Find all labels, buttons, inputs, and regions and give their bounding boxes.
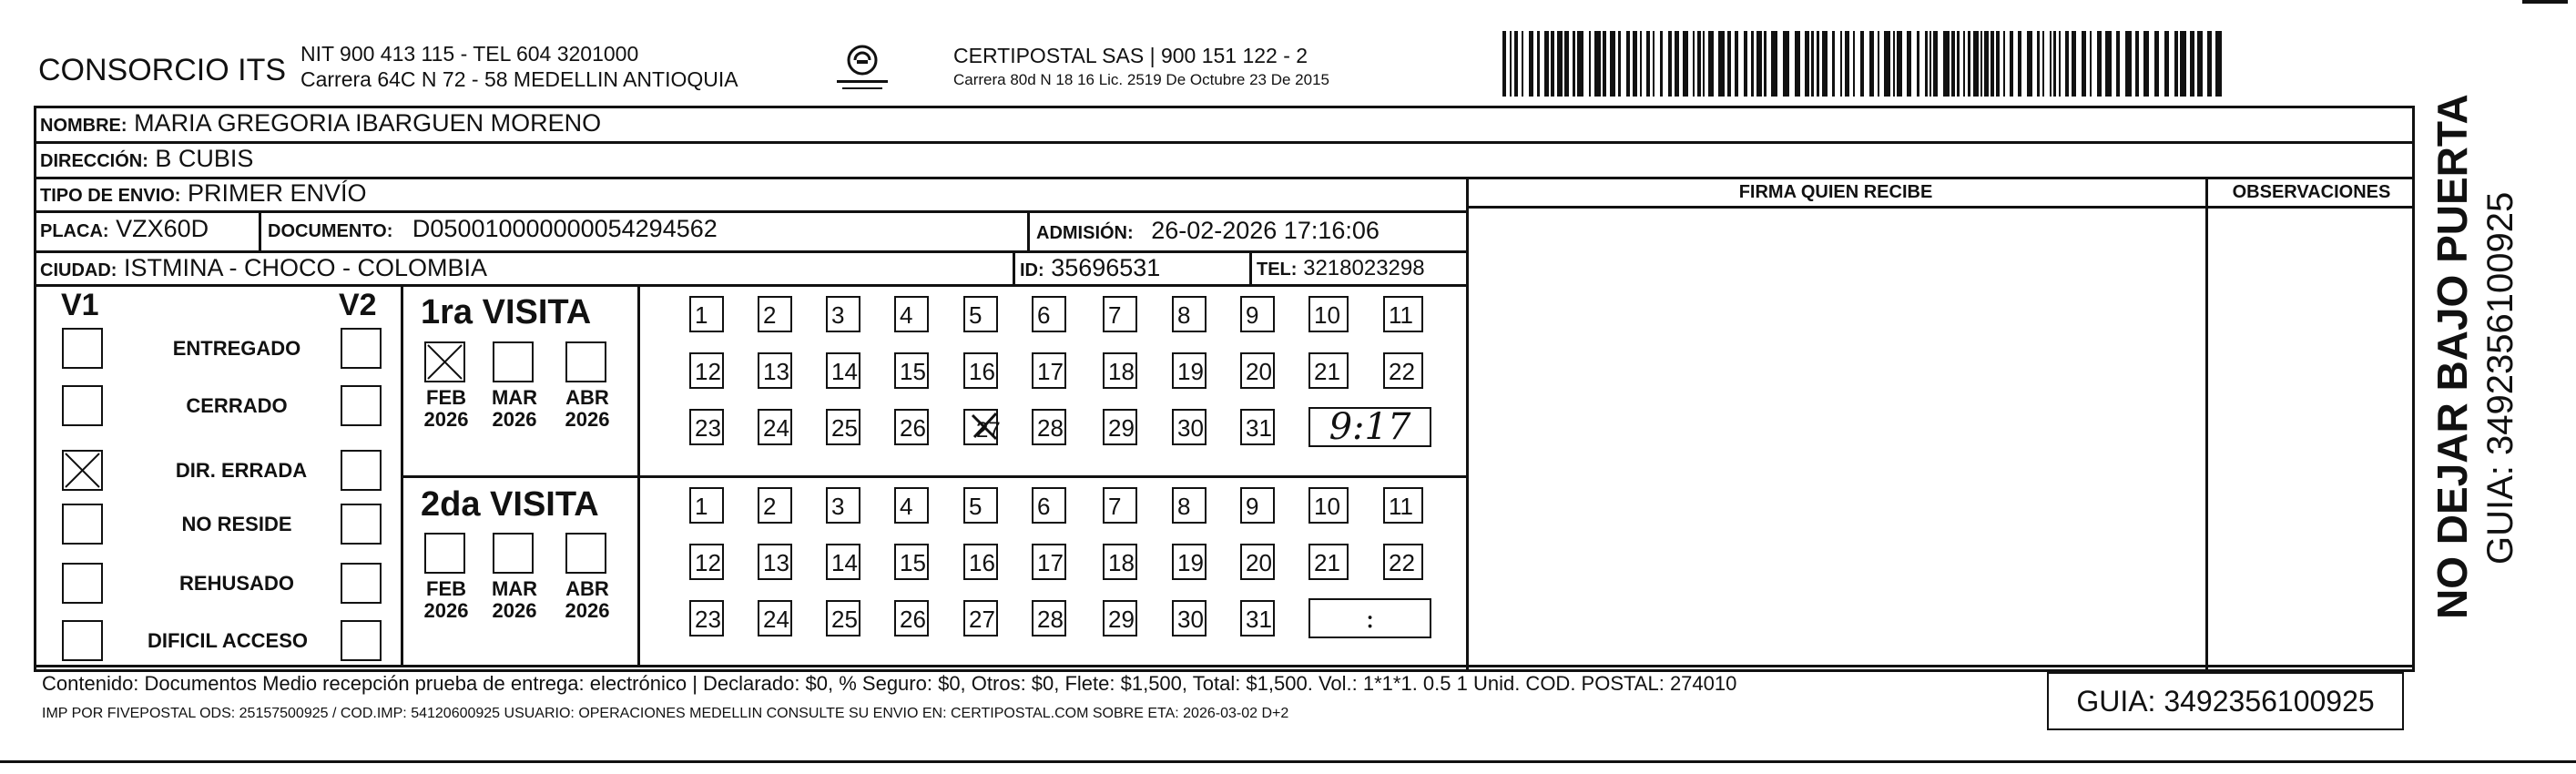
col-line: [259, 210, 261, 250]
first-visit-month-checkbox[interactable]: [493, 341, 534, 382]
barcode-bar: [1943, 31, 1950, 97]
first-visit-month-name: ABR: [565, 386, 609, 409]
first-visit-time-box[interactable]: [1308, 407, 1431, 447]
barcode-bar: [1893, 31, 1895, 97]
first-visit-month-year: 2026: [423, 408, 469, 431]
first-visit-day-box[interactable]: [963, 409, 1001, 445]
first-visit-month-checkbox[interactable]: [424, 341, 465, 382]
first-visit-day-box[interactable]: 13: [758, 352, 792, 389]
second-visit-day-box[interactable]: 8: [1172, 487, 1207, 524]
barcode-bar: [1744, 31, 1747, 97]
status-v1-checkbox[interactable]: [62, 620, 103, 661]
barcode-bar: [1675, 31, 1679, 97]
second-visit-day-box[interactable]: 29: [1103, 600, 1137, 637]
first-visit-day-box[interactable]: 26: [894, 409, 929, 445]
barcode-bar: [1727, 31, 1731, 97]
barcode-bar: [2197, 31, 2203, 97]
checked-day-mark-icon: [969, 410, 1000, 443]
barcode-bar: [1980, 31, 1982, 97]
first-visit-day-box[interactable]: 7: [1103, 296, 1137, 332]
barcode-bar: [2053, 31, 2056, 97]
barcode-bar: [1618, 31, 1621, 97]
barcode-bar: [1551, 31, 1554, 97]
barcode-bar: [1795, 31, 1800, 97]
barcode-bar: [1544, 31, 1549, 97]
barcode-bar: [1817, 31, 1819, 97]
barcode-bar: [1529, 31, 1533, 97]
nombre-label: NOMBRE:: [40, 116, 127, 136]
second-visit-month-name: FEB: [426, 577, 466, 600]
barcode-bar: [1564, 31, 1569, 97]
barcode-bar: [1510, 31, 1512, 97]
tel-label: TEL:: [1257, 260, 1298, 280]
admision-row: [1036, 217, 1380, 245]
ciudad-label: CIUDAD:: [40, 260, 117, 280]
side-text: [2428, 94, 2546, 637]
second-visit-day-box[interactable]: 20: [1240, 544, 1275, 580]
ciudad-row: [40, 254, 487, 282]
tel-row: [1257, 256, 1425, 281]
first-visit-month-year: 2026: [565, 408, 610, 431]
barcode-bar: [2154, 31, 2159, 97]
barcode-bar: [1668, 31, 1672, 97]
row-line: [34, 284, 1466, 287]
ciudad-value: ISTMINA - CHOCO - COLOMBIA: [123, 254, 487, 281]
first-visit-month-label: [560, 387, 615, 431]
barcode-bar: [1537, 31, 1540, 97]
col-line: [401, 284, 403, 665]
barcode-bar: [1603, 31, 1606, 97]
side-guia: GUIA: 3492356100925: [2480, 191, 2520, 565]
barcode-bar: [2072, 31, 2076, 97]
barcode-bar: [1718, 31, 1725, 97]
first-visit-day-box[interactable]: 21: [1308, 352, 1349, 389]
first-visit-title: 1ra VISITA: [421, 293, 592, 331]
status-v2-checkbox[interactable]: [341, 563, 382, 604]
footer-contenido: Contenido: Documentos Medio recepción prueba de entrega: electrónico | Declarado: $0, % Seguro: $0, Otros: $0, Flete: $1,500, Total: $1,500. Vol.: 1*1*1. 0.5 1 Unid. COD. POSTAL: 274010: [42, 672, 1737, 695]
corner-mark: [2522, 0, 2568, 4]
second-visit-day-box[interactable]: 17: [1032, 544, 1066, 580]
first-visit-day-box[interactable]: 29: [1103, 409, 1137, 445]
status-v1-checkbox[interactable]: [62, 385, 103, 426]
barcode-bar: [1811, 31, 1814, 97]
col-line: [1027, 210, 1030, 250]
barcode-bar: [1697, 31, 1701, 97]
barcode-bar: [1996, 31, 2000, 97]
barcode-bar: [1557, 31, 1563, 97]
barcode-bar: [1805, 31, 1809, 97]
first-visit-month-label: [419, 387, 473, 431]
barcode-bar: [2018, 31, 2021, 97]
barcode-bar: [1897, 31, 1902, 97]
id-label: ID:: [1020, 260, 1044, 280]
barcode-bar: [1589, 31, 1591, 97]
barcode-bar: [1963, 31, 1965, 97]
first-visit-day-box[interactable]: 22: [1383, 352, 1423, 389]
barcode-bar: [1573, 31, 1575, 97]
barcode-bar: [2105, 31, 2112, 97]
direccion-row: [40, 145, 253, 173]
second-visit-day-box[interactable]: 10: [1308, 487, 1349, 524]
first-visit-day-box[interactable]: 11: [1383, 296, 1423, 332]
status-v2-checkbox[interactable]: [341, 620, 382, 661]
first-visit-day-box[interactable]: 17: [1032, 352, 1066, 389]
footer-imp: IMP POR FIVEPOSTAL ODS: 25157500925 / COD.IMP: 54120600925 USUARIO: OPERACIONES MEDELLIN CONSULTE SU ENVIO EN: CERTIPOSTAL.COM SOBRE ETA: 2026-03-02 D+2: [42, 706, 1289, 721]
barcode-bar: [2097, 31, 2102, 97]
barcode-bar: [1703, 31, 1705, 97]
second-visit-month-label: [487, 578, 542, 622]
first-visit-day-box[interactable]: 3: [826, 296, 860, 332]
first-visit-month-checkbox[interactable]: [565, 341, 606, 382]
status-v1-checkbox[interactable]: [62, 563, 103, 604]
second-visit-day-box[interactable]: 11: [1383, 487, 1423, 524]
barcode-bar: [1640, 31, 1642, 97]
documento-value: D050010000000054294562: [412, 215, 718, 242]
second-visit-day-box[interactable]: 6: [1032, 487, 1066, 524]
status-label: ENTREGADO: [172, 337, 301, 360]
second-visit-day-box[interactable]: 26: [894, 600, 929, 637]
barcode-bar: [1957, 31, 1960, 97]
barcode-bar: [2180, 31, 2186, 97]
row-line: [34, 665, 2415, 667]
barcode-bar: [1577, 31, 1583, 97]
barcode-bar: [1933, 31, 1938, 97]
operator-name: CERTIPOSTAL SAS | 900 151 122 - 2: [953, 44, 1308, 67]
barcode-bar: [2065, 31, 2069, 97]
direccion-value: B CUBIS: [155, 145, 254, 172]
barcode-bar: [1929, 31, 1931, 97]
barcode-bar: [1783, 31, 1789, 97]
second-visit-month-checkbox[interactable]: [424, 533, 465, 574]
company-nit-tel: NIT 900 413 115 - TEL 604 3201000: [300, 42, 639, 66]
first-visit-day-box[interactable]: 10: [1308, 296, 1349, 332]
nombre-value: MARIA GREGORIA IBARGUEN MORENO: [134, 109, 602, 137]
barcode-bar: [1951, 31, 1955, 97]
row-line: [401, 475, 1466, 478]
status-v2-checkbox[interactable]: [341, 385, 382, 426]
second-visit-month-checkbox[interactable]: [493, 533, 534, 574]
barcode-bar: [1991, 31, 1994, 97]
first-visit-day-box[interactable]: 31: [1240, 409, 1275, 445]
second-visit-day-box[interactable]: 25: [826, 600, 860, 637]
second-visit-day-box[interactable]: 16: [963, 544, 998, 580]
placa-row: [40, 215, 209, 243]
barcode: [1502, 31, 2222, 97]
status-label: DIR. ERRADA: [175, 459, 308, 482]
status-v1-checkbox[interactable]: [62, 328, 103, 369]
barcode-bar: [1683, 31, 1688, 97]
operator-address: Carrera 80d N 18 16 Lic. 2519 De Octubre 23 De 2015: [953, 71, 1329, 88]
status-v1-checkbox[interactable]: [62, 504, 103, 545]
second-visit-day-box[interactable]: 21: [1308, 544, 1349, 580]
second-visit-month-year: 2026: [492, 599, 537, 622]
v1-header: V1: [61, 288, 99, 322]
barcode-bar: [1925, 31, 1928, 97]
second-visit-day-box[interactable]: 14: [826, 544, 860, 580]
first-visit-month-year: 2026: [492, 408, 537, 431]
first-visit-month-name: FEB: [426, 386, 466, 409]
row-line: [34, 177, 2415, 179]
second-visit-day-box[interactable]: 5: [963, 487, 998, 524]
guia-box: [2047, 672, 2404, 730]
barcode-bar: [2010, 31, 2013, 97]
first-visit-day-box[interactable]: 2: [758, 296, 792, 332]
second-visit-title: 2da VISITA: [421, 485, 599, 524]
second-visit-month-name: MAR: [491, 577, 538, 600]
barcode-bar: [2215, 31, 2222, 97]
barcode-bar: [2003, 31, 2005, 97]
second-visit-month-year: 2026: [565, 599, 610, 622]
barcode-bar: [1653, 31, 1655, 97]
barcode-bar: [1522, 31, 1523, 97]
certipostal-logo: [833, 42, 891, 95]
barcode-bar: [1884, 31, 1890, 97]
second-visit-day-box[interactable]: 22: [1383, 544, 1423, 580]
placa-label: PLACA:: [40, 221, 109, 241]
documento-label: DOCUMENTO:: [268, 221, 393, 241]
barcode-bar: [1610, 31, 1615, 97]
col-line: [637, 284, 640, 665]
documento-row: [268, 215, 718, 243]
barcode-bar: [1751, 31, 1754, 97]
barcode-bar: [1708, 31, 1714, 97]
status-label: DIFICIL ACCESO: [147, 629, 308, 652]
first-visit-month-name: MAR: [491, 386, 538, 409]
second-visit-day-box[interactable]: 27: [963, 600, 998, 637]
barcode-bar: [1693, 31, 1695, 97]
barcode-bar: [1646, 31, 1650, 97]
second-visit-day-box[interactable]: 28: [1032, 600, 1066, 637]
barcode-bar: [2042, 31, 2044, 97]
barcode-bar: [2135, 31, 2139, 97]
first-visit-day-box[interactable]: 30: [1172, 409, 1207, 445]
second-visit-month-checkbox[interactable]: [565, 533, 606, 574]
barcode-bar: [2174, 31, 2178, 97]
second-visit-day-box[interactable]: 1: [689, 487, 724, 524]
barcode-bar: [1735, 31, 1738, 97]
status-v2-checkbox[interactable]: [341, 450, 382, 491]
row-line: [1466, 206, 2415, 209]
first-visit-day-box[interactable]: 6: [1032, 296, 1066, 332]
first-visit-day-box[interactable]: 16: [963, 352, 998, 389]
row-line: [34, 210, 1466, 213]
first-visit-day-box[interactable]: 15: [894, 352, 929, 389]
barcode-bar: [1756, 31, 1762, 97]
observaciones-header: OBSERVACIONES: [2232, 182, 2391, 202]
barcode-bar: [1660, 31, 1663, 97]
barcode-bar: [1917, 31, 1919, 97]
barcode-bar: [1832, 31, 1835, 97]
barcode-bar: [1907, 31, 1911, 97]
second-visit-day-box[interactable]: 31: [1240, 600, 1275, 637]
barcode-bar: [1771, 31, 1777, 97]
first-visit-day-box[interactable]: 14: [826, 352, 860, 389]
status-label: CERRADO: [186, 394, 288, 417]
admision-value: 26-02-2026 17:16:06: [1151, 217, 1380, 244]
barcode-bar: [1822, 31, 1828, 97]
second-visit-time-value: :: [1365, 602, 1375, 635]
direccion-label: DIRECCIÓN:: [40, 151, 148, 171]
v2-header: V2: [339, 288, 377, 322]
barcode-bar: [1626, 31, 1630, 97]
barcode-bar: [1502, 31, 1506, 97]
barcode-bar: [2090, 31, 2092, 97]
second-visit-day-box[interactable]: 3: [826, 487, 860, 524]
status-label: REHUSADO: [179, 572, 294, 595]
company-name: CONSORCIO ITS: [38, 53, 287, 87]
id-row: [1020, 254, 1160, 282]
second-visit-month-name: ABR: [565, 577, 609, 600]
barcode-bar: [2037, 31, 2040, 97]
col-line: [2205, 177, 2208, 672]
firma-header: FIRMA QUIEN RECIBE: [1738, 182, 1933, 202]
row-line: [34, 141, 2415, 144]
barcode-bar: [1984, 31, 1989, 97]
status-v2-checkbox[interactable]: [341, 328, 382, 369]
first-visit-day-box[interactable]: 12: [689, 352, 724, 389]
status-v2-checkbox[interactable]: [341, 504, 382, 545]
barcode-bar: [2164, 31, 2169, 97]
second-visit-month-label: [560, 578, 615, 622]
first-visit-day-box[interactable]: 1: [689, 296, 724, 332]
first-visit-day-box[interactable]: 4: [894, 296, 929, 332]
barcode-bar: [2082, 31, 2086, 97]
barcode-bar: [2207, 31, 2212, 97]
second-visit-day-box[interactable]: 2: [758, 487, 792, 524]
col-line: [1466, 177, 1469, 672]
barcode-bar: [1764, 31, 1767, 97]
admision-label: ADMISIÓN:: [1036, 223, 1134, 243]
second-visit-day-box[interactable]: 12: [689, 544, 724, 580]
barcode-bar: [1594, 31, 1601, 97]
first-visit-day-box[interactable]: 23: [689, 409, 724, 445]
barcode-bar: [2027, 31, 2032, 97]
cross-mark-icon: [64, 452, 101, 489]
barcode-bar: [1869, 31, 1874, 97]
second-visit-time-box[interactable]: [1308, 598, 1431, 638]
second-visit-day-box[interactable]: 18: [1103, 544, 1137, 580]
second-visit-day-box[interactable]: 15: [894, 544, 929, 580]
tipo-label: TIPO DE ENVIO:: [40, 186, 181, 206]
second-visit-day-box[interactable]: 9: [1240, 487, 1275, 524]
barcode-bar: [1845, 31, 1849, 97]
first-visit-day-box[interactable]: 24: [758, 409, 792, 445]
status-label: NO RESIDE: [181, 513, 292, 535]
first-visit-day-box[interactable]: 8: [1172, 296, 1207, 332]
barcode-bar: [1878, 31, 1879, 97]
first-visit-day-box[interactable]: 9: [1240, 296, 1275, 332]
first-visit-day-box[interactable]: 25: [826, 409, 860, 445]
side-warning: NO DEJAR BAJO PUERTA: [2428, 94, 2476, 619]
second-visit-day-box[interactable]: 24: [758, 600, 792, 637]
first-visit-day-box[interactable]: 5: [963, 296, 998, 332]
barcode-bar: [1973, 31, 1979, 97]
placa-value: VZX60D: [116, 215, 209, 242]
second-visit-day-box[interactable]: 4: [894, 487, 929, 524]
bottom-border: [0, 760, 2576, 763]
status-v1-checkbox[interactable]: [62, 450, 103, 491]
barcode-bar: [2143, 31, 2149, 97]
company-address: Carrera 64C N 72 - 58 MEDELLIN ANTIOQUIA: [300, 67, 738, 91]
first-visit-day-box[interactable]: 18: [1103, 352, 1137, 389]
first-visit-month-label: [487, 387, 542, 431]
first-visit-day-box[interactable]: 20: [1240, 352, 1275, 389]
barcode-bar: [1633, 31, 1637, 97]
barcode-bar: [1514, 31, 1518, 97]
barcode-bar: [2116, 31, 2120, 97]
barcode-bar: [2125, 31, 2132, 97]
svg-text:27: 27: [976, 418, 1001, 443]
barcode-bar: [2050, 31, 2052, 97]
barcode-bar: [1840, 31, 1842, 97]
barcode-bar: [1860, 31, 1864, 97]
barcode-bar: [2190, 31, 2194, 97]
col-line: [1013, 250, 1015, 284]
first-visit-day-box[interactable]: 28: [1032, 409, 1066, 445]
guia-box-text: GUIA: 3492356100925: [2076, 684, 2375, 718]
barcode-bar: [2059, 31, 2061, 97]
tipo-row: [40, 179, 367, 208]
barcode-bar: [1968, 31, 1970, 97]
first-visit-time-value: 9:17: [1329, 406, 1411, 448]
second-visit-day-box[interactable]: 23: [689, 600, 724, 637]
second-visit-day-box[interactable]: 13: [758, 544, 792, 580]
second-visit-day-box[interactable]: 30: [1172, 600, 1207, 637]
second-visit-month-year: 2026: [423, 599, 469, 622]
second-visit-day-box[interactable]: 7: [1103, 487, 1137, 524]
id-value: 35696531: [1051, 254, 1161, 281]
nombre-row: [40, 109, 601, 137]
tel-value: 3218023298: [1303, 256, 1425, 280]
barcode-bar: [1853, 31, 1855, 97]
cross-mark-icon: [426, 343, 463, 381]
second-visit-month-label: [419, 578, 473, 622]
second-visit-day-box[interactable]: 19: [1172, 544, 1207, 580]
tipo-value: PRIMER ENVÍO: [187, 179, 367, 207]
col-line: [1249, 250, 1252, 284]
first-visit-day-box[interactable]: 19: [1172, 352, 1207, 389]
